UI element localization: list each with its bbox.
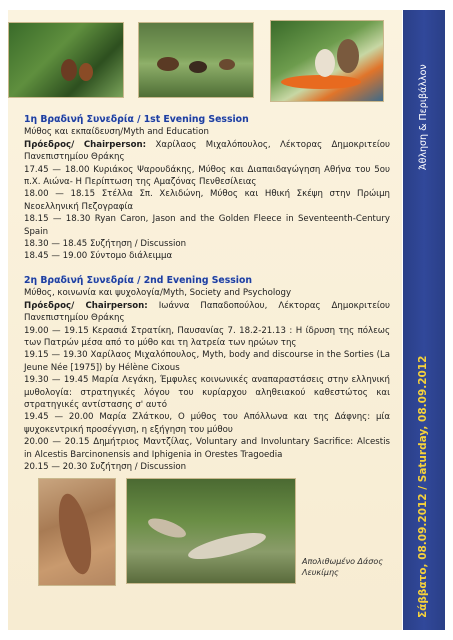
session2-title: 2η Βραδινή Συνεδρία / 2nd Evening Session [24, 274, 252, 286]
session1-item: 18.15 — 18.30 Ryan Caron, Jason and the Golden Fleece in Seventeenth-Century Spain [24, 214, 390, 237]
session1-chair-name: Χαρίλαος Μιχαλόπουλος, Λέκτορας Δημοκριτείου Πανεπιστημίου Θράκης [24, 139, 390, 163]
session1-item: 18.45 — 19.00 Σύντομο διάλειμμα [24, 251, 173, 262]
session1-theme: Μύθος και εκπαίδευση/Myth and Education [24, 127, 209, 138]
sidebar-section-title: Άθληση & Περιβάλλον [418, 64, 429, 170]
session2-item: 20.15 — 20.30 Συζήτηση / Discussion [24, 461, 187, 472]
petrified-forest-photo [126, 478, 296, 584]
session2-chair [24, 300, 390, 325]
sidebar-date: Σάββατο, 08.09.2012 / Saturday, 08.09.2012 [417, 355, 429, 618]
session2-item: 19.00 — 19.15 Κερασιά Στρατίκη, Παυσανίας 7. 18.2-21.13 : Η ίδρυση της πόλεως των Πατρών μέσα από το μύθο και τη λατρεία των ηρώων της [24, 325, 390, 348]
caption-line1: Απολιθωμένο Δάσος [302, 557, 383, 566]
caption-line2: Λευκίμης [302, 568, 339, 577]
kayak-children-photo [270, 20, 384, 102]
program-content [24, 114, 390, 473]
session2-item: 20.00 — 20.15 Δημήτριος Μαντζίλας, Voluntary and Involuntary Sacrifice: Alcestis in Alcestis Barcinonensis and Iphigenia in Orestes Tragoedia [24, 437, 390, 460]
session2-item: 19.45 — 20.00 Μαρία Ζλάτκου, Ο μύθος του Απόλλωνα και της Δάφνης: μία ψυχοκεντρική προσέγγιση, η εξήγηση του μύθου [24, 412, 390, 435]
session2-theme: Μύθος, κοινωνία και ψυχολογία/Myth, Society and Psychology [24, 288, 292, 299]
photo-caption [302, 556, 383, 578]
session2-item: 19.30 — 19.45 Μαρία Λεγάκη, Έμφυλες κοινωνικές αναπαραστάσεις στην ελληνική μυθολογία: στρατηγικές λόγου του κυρίαρχου αληθειακού καθεστώτος και στρατηγικές αντίστασης σ' αυτό [24, 375, 390, 410]
session1-title: 1η Βραδινή Συνεδρία / 1st Evening Session [24, 114, 249, 125]
session1-item: 18.00 — 18.15 Στέλλα Σπ. Χελιδώνη, Μύθος και Ηθική Σκέψη στην Πρώιμη Νεοελληνική Πεζογραφία [24, 189, 390, 212]
session1-item: 18.30 — 18.45 Συζήτηση / Discussion [24, 239, 187, 250]
session1-chair [24, 139, 390, 164]
session2-chair-label: Πρόεδρος/ Chairperson: [24, 300, 148, 311]
horse-riding-field-photo [138, 22, 254, 98]
fossil-leaf-photo [38, 478, 116, 586]
session2-item: 19.15 — 19.30 Χαρίλαος Μιχαλόπουλος, Myth, body and discourse in the Sorties (La Jeune Née [1975]) by Hélène Cixous [24, 350, 390, 373]
session2-chair-name: Ιωάννα Παπαδοπούλου, Λέκτορας Δημοκριτείου Πανεπιστημίου Θράκης [24, 300, 390, 324]
session1-chair-label: Πρόεδρος/ Chairperson: [24, 139, 147, 150]
sidebar-band [403, 10, 445, 630]
forest-horse-riders-photo [8, 22, 124, 98]
session1-item: 17.45 — 18.00 Κυριάκος Ψαρουδάκης, Μύθος και Διαπαιδαγώγηση Αθήνα του 5ου π.Χ. Αιώνα- Η Περίπτωση της Αμαζόνας Πενθεσίλειας [24, 164, 390, 188]
